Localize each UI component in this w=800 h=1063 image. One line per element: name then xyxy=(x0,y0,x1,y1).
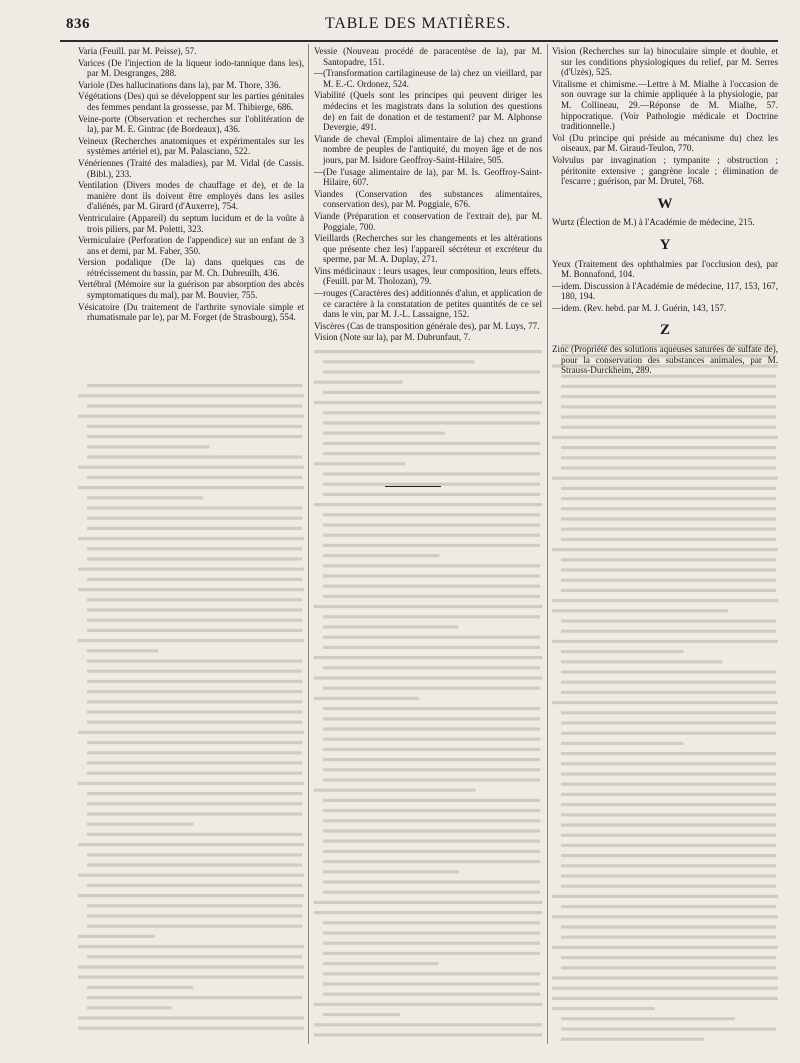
section-end-rule xyxy=(385,486,441,487)
bleed-line xyxy=(323,768,540,771)
bleed-line xyxy=(552,946,778,949)
bleed-line xyxy=(323,707,540,710)
bleed-line xyxy=(552,1007,655,1010)
bleed-line xyxy=(323,595,540,598)
bleed-line xyxy=(323,1013,400,1016)
bleed-line xyxy=(78,965,304,968)
running-title: TABLE DES MATIÈRES. xyxy=(325,15,511,32)
bleed-line xyxy=(561,395,776,398)
bleed-line xyxy=(323,564,540,567)
index-entry: Vésicatoire (Du traitement de l'arthrite synoviale simple et rhumatismale par le), par M. Forget (de Strasbourg), 554. xyxy=(78,301,304,323)
bleed-line xyxy=(87,649,158,652)
bleed-line xyxy=(87,955,302,958)
bleed-line xyxy=(87,506,302,509)
bleed-line xyxy=(314,789,476,792)
bleed-line xyxy=(561,905,776,908)
bleed-line xyxy=(314,350,542,353)
bleed-line xyxy=(323,574,540,577)
bleed-line xyxy=(561,864,776,867)
bleed-line xyxy=(78,394,304,397)
bleed-line xyxy=(323,738,540,741)
bleed-line xyxy=(323,870,459,873)
bleed-line xyxy=(314,605,542,608)
bleed-line xyxy=(78,568,304,571)
bleed-line xyxy=(561,925,776,928)
index-entry: Viandes (Conservation des substances alimentaires, conservation des), par M. Poggiale, 676. xyxy=(314,188,542,210)
bleed-line xyxy=(552,997,778,1000)
bleed-line xyxy=(323,809,540,812)
bleed-line xyxy=(87,547,302,550)
bleed-line xyxy=(323,585,540,588)
bleed-through-texture xyxy=(552,340,778,1050)
index-entry: Veine-porte (Observation et recherches sur l'oblitération de la), par M. E. Gintrac (de Bordeaux), 436. xyxy=(78,113,304,135)
bleed-line xyxy=(561,885,776,888)
bleed-line xyxy=(552,987,778,990)
bleed-line xyxy=(561,517,776,520)
bleed-line xyxy=(78,935,155,938)
bleed-line xyxy=(561,834,776,837)
bleed-line xyxy=(561,630,776,633)
bleed-line xyxy=(314,381,403,384)
bleed-line xyxy=(87,812,302,815)
bleed-line xyxy=(87,823,194,826)
bleed-line xyxy=(314,911,542,914)
bleed-line xyxy=(78,843,304,846)
bleed-line xyxy=(87,455,302,458)
index-entry: Zinc (Propriété des solutions aqueuses saturées de sulfate de), pour la conservation des substances animales, par M. Strauss-Durckheim, 289. xyxy=(552,344,778,376)
index-column-3 xyxy=(552,46,778,377)
letter-heading-w: W xyxy=(657,195,673,212)
index-entry: Variole (Des hallucinations dans la), par M. Thore, 336. xyxy=(78,79,281,90)
index-entry: Viscères (Cas de transposition générale des), par M. Luys, 77. xyxy=(314,320,540,331)
bleed-line xyxy=(78,731,304,734)
index-entry: Vermiculaire (Perforation de l'appendice) sur un enfant de 3 ans et demi, par M. Faber, 350. xyxy=(78,235,304,256)
bleed-line xyxy=(87,741,302,744)
bleed-line xyxy=(561,721,776,724)
bleed-line xyxy=(561,415,776,418)
bleed-line xyxy=(87,680,302,683)
bleed-line xyxy=(561,385,776,388)
bleed-line xyxy=(552,477,778,480)
bleed-line xyxy=(323,921,540,924)
index-entry: —(Transformation cartilagineuse de la) chez un vieillard, par M. E.-C. Ordonez, 524. xyxy=(314,68,542,89)
bleed-line xyxy=(561,507,776,510)
index-entry: —rouges (Caractères des) additionnés d'alun, et application de ce caractère à la constatation de petites quantités de ce sel dans le vin, par M. J.-L. Lassaigne, 152. xyxy=(314,288,542,320)
bleed-line xyxy=(314,401,542,404)
bleed-line xyxy=(314,1023,542,1026)
bleed-line xyxy=(314,676,542,679)
bleed-line xyxy=(561,487,776,490)
bleed-line xyxy=(561,579,776,582)
bleed-line xyxy=(323,962,439,965)
bleed-line xyxy=(323,636,540,639)
bleed-line xyxy=(87,608,302,611)
bleed-line xyxy=(314,1003,542,1006)
bleed-line xyxy=(323,493,540,496)
bleed-line xyxy=(78,874,304,877)
bleed-line xyxy=(87,659,302,662)
bleed-through-texture xyxy=(314,346,542,1046)
bleed-line xyxy=(561,426,776,429)
bleed-line xyxy=(87,578,302,581)
index-entry: Ventriculaire (Appareil) du septum lucidum et de la voûte à trois piliers, par M. Poletti, 323. xyxy=(78,212,304,234)
bleed-line xyxy=(87,700,302,703)
bleed-line xyxy=(561,466,776,469)
bleed-line xyxy=(561,589,776,592)
bleed-line xyxy=(87,996,302,999)
bleed-line xyxy=(323,615,540,618)
index-entry: —(De l'usage alimentaire de la), par M. Is. Geoffroy-Saint-Hilaire, 607. xyxy=(314,166,542,188)
index-entry: Vertébral (Mémoire sur la guérison par absorption des abcès symptomatiques du mal), par M. Bouvier, 755. xyxy=(78,279,304,301)
bleed-line xyxy=(87,527,302,530)
bleed-line xyxy=(87,690,302,693)
bleed-line xyxy=(323,880,540,883)
bleed-line xyxy=(314,901,542,904)
bleed-line xyxy=(323,778,540,781)
bleed-line xyxy=(561,966,776,969)
bleed-line xyxy=(87,598,302,601)
index-entry: Yeux (Traitement des ophthalmies par l'occlusion des), par M. Bonnafond, 104. xyxy=(552,258,778,280)
bleed-line xyxy=(323,554,439,557)
bleed-line xyxy=(323,860,540,863)
bleed-line xyxy=(87,853,302,856)
index-entry: Vision (Note sur la), par M. Dubrunfaut, 7. xyxy=(314,332,471,343)
index-entry: Viande (Préparation et conservation de l'extrait de), par M. Poggiale, 700. xyxy=(314,210,542,232)
bleed-line xyxy=(561,681,776,684)
bleed-line xyxy=(323,829,540,832)
bleed-line xyxy=(87,425,302,428)
bleed-line xyxy=(87,629,302,632)
bleed-line xyxy=(561,456,776,459)
index-column-2 xyxy=(314,46,542,344)
bleed-line xyxy=(561,660,722,663)
bleed-line xyxy=(78,976,304,979)
bleed-line xyxy=(561,1038,704,1041)
bleed-line xyxy=(323,523,540,526)
index-entry: Vénériennes (Traité des maladies), par M. Vidal (de Cassis. (Bibl.), 233. xyxy=(78,157,304,179)
bleed-line xyxy=(314,656,542,659)
bleed-line xyxy=(552,895,778,898)
index-entry: Veineux (Recherches anatomiques et expérimentales sur les systèmes artériel et), par M. Palasciano, 522. xyxy=(78,135,304,157)
bleed-line xyxy=(87,925,302,928)
index-entry: Viabilité (Quels sont les principes qui peuvent diriger les médecins et les magistrats dans la solution des questions de) en fait de donation et de testament? par M. Alphonse Devergie, 491. xyxy=(314,90,542,133)
bleed-line xyxy=(561,742,683,745)
bleed-line xyxy=(561,844,776,847)
bleed-line xyxy=(314,503,542,506)
index-entry: Végétations (Des) qui se développent sur les parties génitales des femmes pendant la grossesse, par M. Thibierge, 686. xyxy=(78,91,304,112)
bleed-line xyxy=(78,588,304,591)
header-rule xyxy=(60,40,778,42)
bleed-line xyxy=(323,727,540,730)
bleed-line xyxy=(314,462,405,465)
bleed-through-texture xyxy=(78,380,304,1040)
bleed-line xyxy=(561,874,776,877)
bleed-line xyxy=(323,931,540,934)
bleed-line xyxy=(87,496,203,499)
bleed-line xyxy=(561,732,776,735)
bleed-line xyxy=(323,799,540,802)
bleed-line xyxy=(323,411,540,414)
bleed-line xyxy=(323,544,540,547)
index-entry: —idem. (Rev. hebd. par M. J. Guérin, 143, 157. xyxy=(552,302,727,313)
bleed-line xyxy=(323,748,540,751)
bleed-line xyxy=(552,701,778,704)
bleed-line xyxy=(78,1027,304,1030)
bleed-line xyxy=(87,476,302,479)
bleed-line xyxy=(323,982,540,985)
bleed-line xyxy=(87,517,302,520)
page-number: 836 xyxy=(66,16,90,32)
bleed-line xyxy=(87,1006,172,1009)
bleed-line xyxy=(87,710,302,713)
bleed-line xyxy=(561,497,776,500)
bleed-line xyxy=(561,650,684,653)
bleed-line xyxy=(323,717,540,720)
bleed-line xyxy=(561,558,776,561)
bleed-line xyxy=(323,687,540,690)
bleed-line xyxy=(561,670,776,673)
bleed-line xyxy=(552,599,778,602)
bleed-line xyxy=(78,537,304,540)
bleed-line xyxy=(87,772,302,775)
bleed-line xyxy=(561,405,776,408)
bleed-line xyxy=(561,823,776,826)
bleed-line xyxy=(314,697,419,700)
bleed-line xyxy=(323,513,540,516)
bleed-line xyxy=(87,914,302,917)
index-entry: Ventilation (Divers modes de chauffage et de), et de la manière dont ils doivent être employés dans les asiles d'aliénés, par M. Girard (d'Auxerre), 754. xyxy=(78,180,304,212)
bleed-line xyxy=(87,721,302,724)
bleed-line xyxy=(561,772,776,775)
bleed-line xyxy=(561,793,776,796)
bleed-line xyxy=(314,1033,542,1036)
bleed-line xyxy=(78,415,304,418)
bleed-line xyxy=(323,952,540,955)
bleed-line xyxy=(323,391,540,394)
bleed-line xyxy=(87,833,302,836)
bleed-line xyxy=(323,646,540,649)
bleed-line xyxy=(87,445,209,448)
bleed-line xyxy=(552,436,778,439)
bleed-line xyxy=(561,813,776,816)
bleed-line xyxy=(552,915,778,918)
bleed-line xyxy=(87,384,302,387)
bleed-line xyxy=(323,360,474,363)
bleed-line xyxy=(87,619,302,622)
index-entry: Volvulus par invagination ; tympanite ; obstruction ; péritonite extensive ; gangrène locale ; élimination de l'escarre ; guérison, par M. Drutel, 768. xyxy=(552,154,778,187)
bleed-line xyxy=(78,1016,304,1019)
bleed-line xyxy=(323,442,540,445)
bleed-line xyxy=(561,762,776,765)
bleed-line xyxy=(561,1027,776,1030)
bleed-line xyxy=(87,761,302,764)
bleed-line xyxy=(561,936,776,939)
bleed-line xyxy=(323,534,540,537)
bleed-line xyxy=(87,884,302,887)
bleed-line xyxy=(561,783,776,786)
bleed-line xyxy=(78,782,304,785)
bleed-line xyxy=(323,758,540,761)
index-entry: —idem. Discussion à l'Académie de médecine, 117, 153, 167, 180, 194. xyxy=(552,280,778,302)
index-entry: Varia (Feuill. par M. Peisse), 57. xyxy=(78,46,197,56)
bleed-line xyxy=(87,435,302,438)
bleed-line xyxy=(552,548,778,551)
bleed-line xyxy=(78,639,304,642)
bleed-line xyxy=(87,557,302,560)
bleed-line xyxy=(561,446,776,449)
letter-heading-z: Z xyxy=(659,322,670,339)
bleed-line xyxy=(78,486,304,489)
bleed-line xyxy=(323,472,540,475)
bleed-line xyxy=(561,619,776,622)
letter-heading-y: Y xyxy=(659,236,671,253)
page-header xyxy=(60,14,776,36)
bleed-line xyxy=(323,850,540,853)
bleed-line xyxy=(561,538,776,541)
index-entry: Wurtz (Élection de M.) à l'Académie de médecine, 215. xyxy=(552,217,755,228)
bleed-line xyxy=(87,751,302,754)
bleed-line xyxy=(323,993,540,996)
bleed-line xyxy=(78,466,304,469)
bleed-line xyxy=(78,945,304,948)
index-column-1 xyxy=(78,46,304,324)
index-entry: Vins médicinaux : leurs usages, leur composition, leurs effets. (Feuill. par M. Tholozan), 79. xyxy=(314,265,542,287)
bleed-line xyxy=(323,452,540,455)
index-entry: Vitalisme et chimisme.—Lettre à M. Mialhe à l'occasion de son ouvrage sur la chimie appliquée à la physiologie, par M. Collineau, 29.—Réponse de M. Mialhe, 57. hippocratique. (Voir Pathologie médicale et Doctrine traditionnelle.) xyxy=(552,78,778,132)
bleed-line xyxy=(323,666,540,669)
bleed-line xyxy=(87,863,302,866)
index-entry: Vol (Du principe qui préside au mécanisme du) chez les oiseaux, par M. Giraud-Teulon, 770. xyxy=(552,132,778,154)
index-entry: Vision (Recherches sur la) binoculaire simple et double, et sur les conditions physiologiques du relief, par M. Serres (d'Uzès), 525. xyxy=(552,46,778,78)
bleed-line xyxy=(323,370,540,373)
bleed-line xyxy=(323,942,540,945)
index-entry: Version podalique (De la) dans quelques cas de rétrécissement du bassin, par M. Ch. Dubreuilh, 436. xyxy=(78,257,304,278)
bleed-line xyxy=(323,432,445,435)
bleed-line xyxy=(323,840,540,843)
bleed-line xyxy=(323,819,540,822)
bleed-line xyxy=(561,854,776,857)
bleed-line xyxy=(323,625,458,628)
column-divider xyxy=(547,44,548,1044)
bleed-line xyxy=(87,404,302,407)
bleed-line xyxy=(561,691,776,694)
bleed-line xyxy=(87,986,193,989)
bleed-line xyxy=(561,956,776,959)
bleed-line xyxy=(561,752,776,755)
index-entry: Viande de cheval (Emploi alimentaire de la) chez un grand nombre de peuples de l'antiquité, du moyen âge et de nos jours, par M. Isidore Geoffroy-Saint-Hilaire, 505. xyxy=(314,133,542,165)
bleed-line xyxy=(87,802,302,805)
bleed-line xyxy=(552,976,778,979)
index-entry: Vieillards (Recherches sur les changements et les altérations que présente chez les) l'appareil sécréteur et excréteur du sperme, par M. A. Duplay, 271. xyxy=(314,233,542,265)
bleed-line xyxy=(87,792,302,795)
bleed-line xyxy=(87,904,302,907)
bleed-line xyxy=(323,972,540,975)
bleed-line xyxy=(561,568,776,571)
index-entry: Varices (De l'injection de la liqueur iodo-tannique dans les), par M. Desgranges, 288. xyxy=(78,57,304,79)
bleed-line xyxy=(552,609,728,612)
bleed-line xyxy=(561,528,776,531)
index-entry: Vessie (Nouveau procédé de paracentèse de la), par M. Santopadre, 151. xyxy=(314,46,542,67)
bleed-line xyxy=(561,711,776,714)
column-divider xyxy=(308,44,309,1044)
bleed-line xyxy=(323,421,540,424)
bleed-line xyxy=(323,891,540,894)
bleed-line xyxy=(561,1017,735,1020)
bleed-line xyxy=(87,670,302,673)
bleed-line xyxy=(561,803,776,806)
bleed-line xyxy=(78,894,304,897)
bleed-line xyxy=(552,640,778,643)
